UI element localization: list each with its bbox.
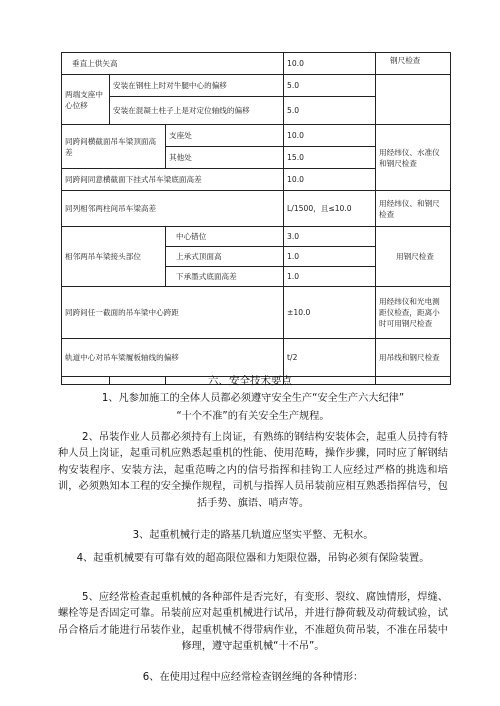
section-title: 六、安全技术要点 xyxy=(208,375,292,387)
paragraph-3: 3、起重机械行走的路基几轨道应坚实平整、无积水。 xyxy=(132,530,374,541)
table-cell-tolerance: 10.0 xyxy=(284,53,376,75)
table-cell-tolerance: 3.0 xyxy=(284,227,376,247)
paragraph-6: 6、在使用过程中应经常检查钢丝绳的各种情形： xyxy=(142,672,364,683)
table-cell-item: 上承式顶面高 xyxy=(166,247,284,267)
table-row xyxy=(62,53,451,75)
table-cell-group: 同跨间横截面吊车梁顶面高差 xyxy=(62,125,166,169)
table-cell-group: 相邻两吊车梁接头部位 xyxy=(62,227,166,287)
table-cell-tolerance: 1.0 xyxy=(284,267,376,287)
table-cell-inspection: 用经纬仪、和钢尺检查 xyxy=(376,191,451,227)
table-cell-tolerance: ±10.0 xyxy=(284,287,376,339)
table-cell-inspection: 用吊线和钢尺检查 xyxy=(376,339,451,377)
table-cell-group: 两端支座中心位移 xyxy=(62,75,110,125)
table-cell-tolerance: t/2 xyxy=(284,339,376,377)
table-cell-item: 下承墨式底面高差 xyxy=(166,267,284,287)
table-row xyxy=(62,75,451,97)
table-row xyxy=(62,339,451,377)
table-cell-item: 轨道中心对吊车梁履板轴线的偏移 xyxy=(62,339,284,377)
table-row xyxy=(62,227,451,247)
paragraph-1-cont: “十个不准”的有关安全生产规程。 xyxy=(176,411,330,422)
table-cell-item: 同列相邻两柱间吊车梁高差 xyxy=(62,191,284,227)
table-cell-inspection: 用经纬仪和光电测距仪检查，距离小时可用钢尺检查 xyxy=(376,287,451,339)
table-cell-item: 同跨间同意横截面下挂式吊车梁底面高差 xyxy=(62,169,284,191)
table-row xyxy=(62,191,451,227)
table-cell-item: 安装在混凝土柱子上是对定位轴线的偏移 xyxy=(110,97,284,125)
table-cell-item: 同跨间任一截面的吊车梁中心跨距 xyxy=(62,287,284,339)
table-cell-tolerance: L/1500，且≤10.0 xyxy=(284,191,376,227)
table-cell-tolerance: 10.0 xyxy=(284,169,376,191)
paragraph-2: 2、吊装作业人员都必须持有上岗证，有熟练的钢结构安装体会，起重人员持有特种人员上岗证，起重司机应熟悉起重机的性能、使用范畴，操作步骤，同时应了解钢结构安装程序、安装方法，起重范畴之内的信号指挥和挂钩工人应经过严格的挑选和培训，必须熟知本工程的安全操作规程，司机与指挥人员吊装前应相互熟悉指挥信号，包括手势、旗语、哨声等。 xyxy=(58,432,448,509)
table-cell-tolerance: 5.0 xyxy=(284,97,376,125)
table-cell-inspection xyxy=(376,75,451,125)
table-row xyxy=(62,287,451,339)
table-cell-tolerance: 1.0 xyxy=(284,247,376,267)
table-cell-tolerance: 15.0 xyxy=(284,147,376,169)
paragraph-1: 1、凡参加施工的全体人员都必须遵守安全生产“安全生产六大纪律” xyxy=(101,393,405,404)
table-cell-item: 垂直上供矢高 xyxy=(62,53,284,75)
table-cell-item: 中心错位 xyxy=(166,227,284,247)
table-cell-tolerance: 5.0 xyxy=(284,75,376,97)
table-cell-inspection: 用经纬仪、水准仪和钢尺检查 xyxy=(376,125,451,191)
tolerance-table xyxy=(61,52,451,385)
table-cell-item: 支座处 xyxy=(166,125,284,147)
table-cell-item: 安装在钢柱上时对牛腿中心的偏移 xyxy=(110,75,284,97)
table-cell-inspection: 钢尺检查 xyxy=(376,53,451,75)
table-cell-item: 其他处 xyxy=(166,147,284,169)
table-cell-tolerance: 10.0 xyxy=(284,125,376,147)
paragraph-4: 4、起重机械要有可靠有效的超高限位器和力矩限位器，吊钩必须有保险装置。 xyxy=(76,553,430,564)
paragraph-5: 5、应经常检查起重机械的各种部件是否完好，有变形、裂纹、腐蚀情形，焊缝、螺栓等是否固定可靠。吊装前应对起重机械进行试吊，并进行静荷载及动荷载试验，试吊合格后才能进行吊装作业，起重机械不得带病作业，不准超负荷吊装，不准在吊装中修理，遵守起重机械“十不吊”。 xyxy=(58,592,448,653)
table-cell-inspection: 用钢尺检查 xyxy=(376,227,451,287)
table-row xyxy=(62,125,451,147)
